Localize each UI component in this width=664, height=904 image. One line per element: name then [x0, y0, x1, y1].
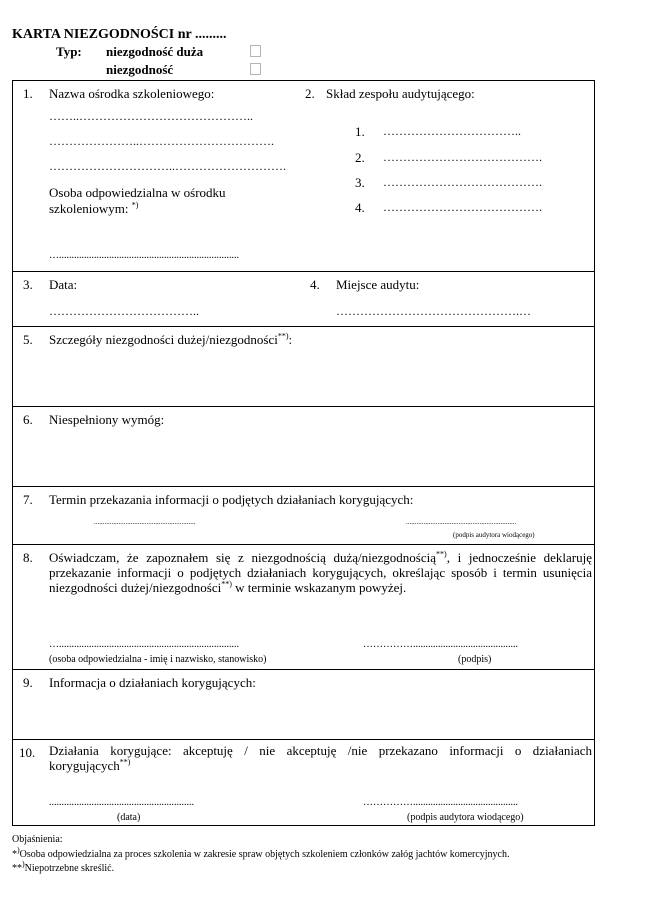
dotted-line[interactable]: ……..……………………………………..: [49, 109, 253, 123]
checkbox-minor[interactable]: [250, 63, 261, 75]
team-member-number: 4.: [355, 200, 365, 215]
dotted-line[interactable]: …………………..…………………………….: [49, 134, 274, 148]
section-1-2: [12, 80, 595, 271]
signature-line[interactable]: ...............................................................: [406, 518, 517, 526]
team-member-line[interactable]: ………………………………….: [383, 175, 542, 189]
date-line[interactable]: ………………………………..: [49, 304, 199, 318]
footnote-sup: ): [22, 859, 25, 869]
footnote-mark: **): [119, 757, 131, 767]
signature-caption: (podpis audytora wiodącego): [407, 812, 524, 823]
acceptance-text: [49, 743, 592, 773]
colon: :: [288, 332, 293, 347]
section-number: 3.: [23, 277, 33, 292]
team-member-number: 1.: [355, 124, 365, 139]
section-label: Data:: [49, 277, 78, 292]
section-number: 1.: [23, 86, 33, 101]
acceptance-part: Działania korygujące: akceptuję / nie akceptuję /nie przekazano informacji o działaniach korygujących: [49, 743, 592, 773]
team-member-line[interactable]: ………………………………….: [383, 150, 542, 164]
section-label: Niespełniony wymóg:: [49, 412, 165, 427]
footnote-mark: **: [12, 863, 22, 874]
footnote-mark: **): [277, 331, 289, 341]
team-member-number: 2.: [355, 150, 365, 165]
section-number: 2.: [305, 86, 315, 101]
section-8: [12, 544, 595, 669]
footnote-1: [12, 845, 510, 860]
declaration-text: [49, 550, 592, 595]
section-label: Miejsce audytu:: [336, 277, 420, 292]
section-label: Informacja o działaniach korygujących:: [49, 675, 256, 690]
section-number: 4.: [310, 277, 320, 292]
footnote-mark: **): [436, 549, 447, 559]
section-label: Nazwa ośrodka szkoleniowego:: [49, 86, 215, 101]
section-number: 7.: [23, 492, 33, 507]
section-number: 6.: [23, 412, 33, 427]
section-number: 9.: [23, 675, 33, 690]
signature-line[interactable]: ……………..........................................: [363, 797, 518, 808]
type-option-major: niezgodność duża: [106, 44, 204, 59]
person-label-text: szkoleniowym:: [49, 201, 129, 216]
location-line[interactable]: ……………………………………….…: [336, 304, 531, 318]
person-label: Osoba odpowiedzialna w ośrodku: [49, 185, 226, 200]
section-9: [12, 669, 595, 739]
person-label-cont: [49, 202, 138, 215]
section-10: [12, 739, 595, 826]
footnote-text: Osoba odpowiedzialna za proces szkolenia w zakresie spraw objętych szkoleniem członków załóg jachtów komercyjnych.: [19, 849, 510, 860]
type-option-minor: niezgodność: [106, 62, 174, 77]
section-label-text: Szczegóły niezgodności dużej/niezgodności: [49, 332, 278, 347]
footnote-2: [12, 859, 115, 874]
section-number: 8.: [23, 550, 33, 565]
declaration-part: , i jednocześnie deklaruję przekazanie informacji o podjętych działaniach korygujących, określając sposób i termin usunięcia niezgodności dużej/niezgodności: [49, 550, 593, 595]
signature-caption: (podpis): [458, 654, 492, 665]
signature-line[interactable]: ……………..........................................: [363, 639, 518, 650]
footnote-mark: *: [12, 849, 17, 860]
page-title: KARTA NIEZGODNOŚCI nr .........: [12, 27, 227, 42]
section-6: [12, 406, 595, 486]
dotted-line[interactable]: …………………………..……………………….: [49, 159, 286, 173]
footnote-mark: **): [221, 579, 232, 589]
footnotes-title: Objaśnienia:: [12, 834, 63, 845]
section-number: 5.: [23, 332, 33, 347]
person-line[interactable]: …........................................................................: [49, 250, 239, 261]
section-5: [12, 326, 595, 406]
section-number: 10.: [19, 745, 36, 760]
responsible-person-line[interactable]: …........................................................................: [49, 639, 239, 650]
declaration-part: Oświadczam, że zapoznałem się z niezgodnością dużą/niezgodnością: [49, 550, 437, 565]
footnote-text: Niepotrzebne skreślić.: [24, 863, 115, 874]
signature-caption: (podpis audytora wiodącego): [453, 531, 535, 539]
team-member-line[interactable]: ……………………………..: [383, 124, 521, 138]
footnote-mark: *): [131, 200, 139, 210]
checkbox-major[interactable]: [250, 45, 261, 57]
section-label: Skład zespołu audytującego:: [326, 86, 475, 101]
section-3-4: [12, 271, 595, 326]
team-member-line[interactable]: ………………………………….: [383, 200, 542, 214]
date-line[interactable]: ..........................................................: [49, 797, 194, 808]
type-label: Typ:: [56, 44, 82, 59]
declaration-part: w terminie wskazanym powyżej.: [231, 580, 407, 595]
section-7: [12, 486, 595, 544]
section-label: [49, 333, 292, 346]
responsible-person-caption: (osoba odpowiedzialna - imię i nazwisko, stanowisko): [49, 654, 267, 665]
footnote-sup: ): [17, 845, 20, 855]
deadline-line[interactable]: ..........................................................: [94, 518, 196, 526]
section-label: Termin przekazania informacji o podjętych działaniach korygujących:: [49, 492, 414, 507]
date-caption: (data): [117, 812, 141, 823]
team-member-number: 3.: [355, 175, 365, 190]
